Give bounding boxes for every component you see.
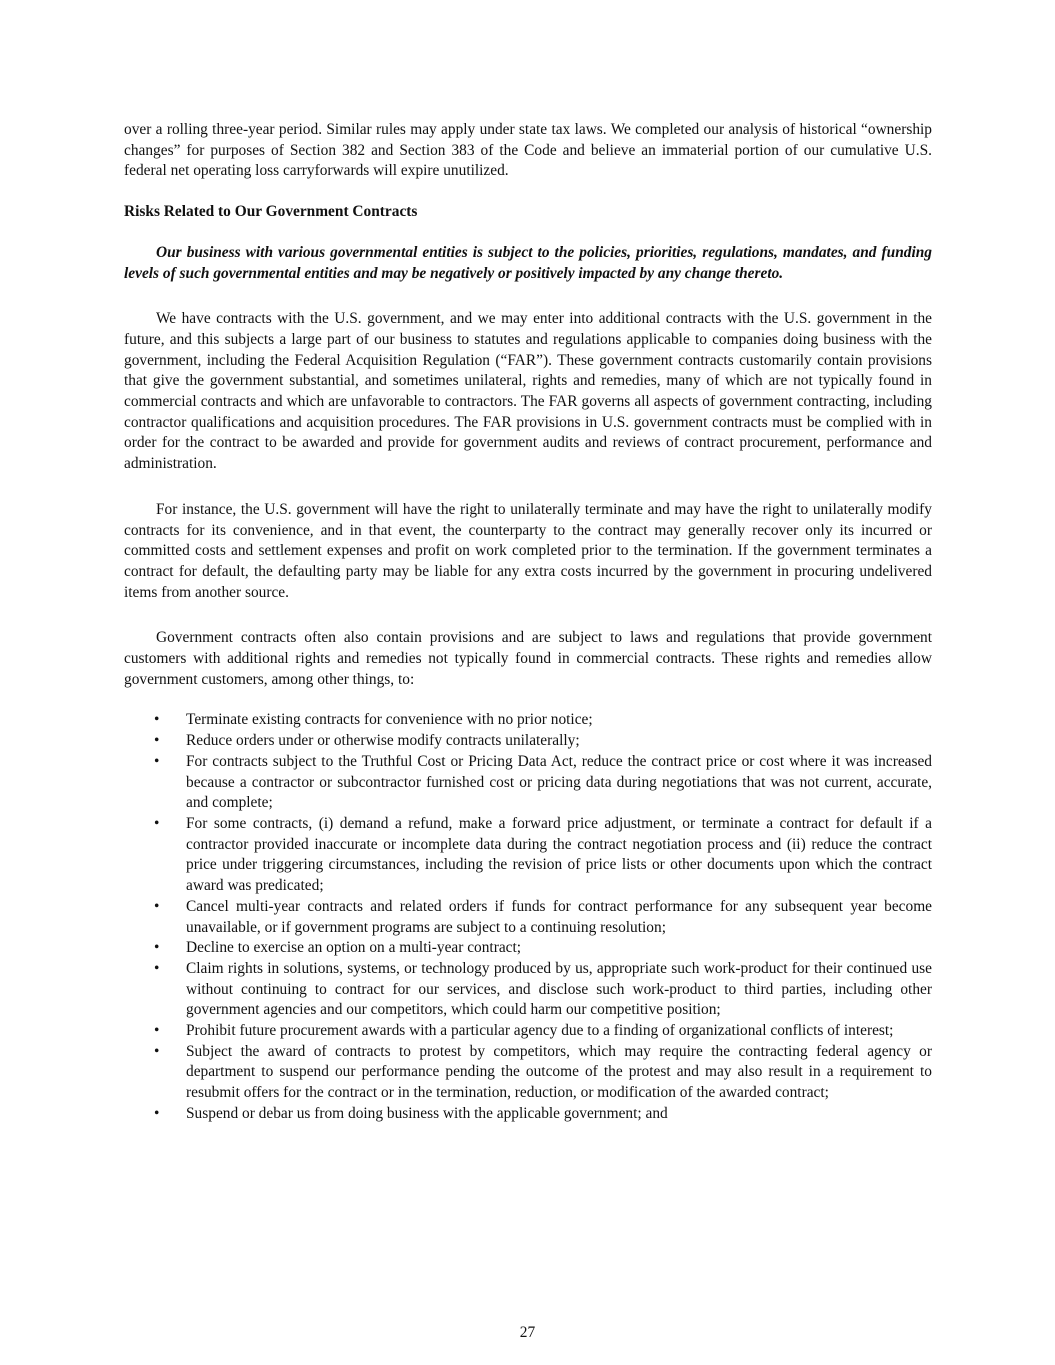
- intro-paragraph: over a rolling three-year period. Similar rules may apply under state tax laws. We completed our analysis of historical “ownership changes” for purposes of Section 382 and Section 383 of the Code and believe an immaterial portion of our cumulative U.S. federal net operating loss carryforwards will expire unutilized.: [124, 121, 932, 180]
- bullet-icon: •: [154, 1042, 160, 1060]
- list-item-text: Claim rights in solutions, systems, or technology produced by us, appropriate such work-product for their continued use without continuing to contract for our services, and disclose such work-product to third parties, including other government agencies and our competitors, which could harm our competitive position;: [186, 959, 932, 1019]
- list-item: [124, 1021, 932, 1042]
- page-number: 27: [519, 1324, 536, 1341]
- bullet-icon: •: [154, 732, 160, 750]
- list-item-text: For contracts subject to the Truthful Cost or Pricing Data Act, reduce the contract price or cost where it was increased because a contractor or subcontractor furnished cost or pricing data during negotiations that was not current, accurate, and complete;: [186, 752, 932, 812]
- bullet-icon: •: [154, 897, 160, 915]
- list-item: [124, 1104, 932, 1125]
- bullet-icon: •: [154, 752, 160, 770]
- bullet-icon: •: [154, 1104, 160, 1122]
- list-item: [124, 731, 932, 752]
- list-item: [124, 752, 932, 814]
- bullet-icon: •: [154, 959, 160, 977]
- list-item-text: Subject the award of contracts to protest by competitors, which may require the contracting federal agency or department to suspend our performance pending the outcome of the protest and may also result in a requirement to resubmit offers for the contract or in the termination, reduction, or modification of the awarded contract;: [186, 1042, 932, 1102]
- bullet-icon: •: [154, 939, 160, 957]
- list-item-text: Cancel multi-year contracts and related orders if funds for contract performance for any subsequent year become unavailable, or if government programs are subject to a continuing resolution;: [186, 897, 932, 936]
- list-item-text: Terminate existing contracts for convenience with no prior notice;: [186, 711, 593, 729]
- list-item: [124, 1042, 932, 1104]
- body-paragraph-contracts: We have contracts with the U.S. government, and we may enter into additional contracts with the U.S. government in the future, and this subjects a large part of our business to statutes and regulations applicable to companies doing business with the government, including the Federal Acquisition Regulation (“FAR”). These government contracts customarily contain provisions that give the government substantial, and sometimes unilateral, rights and remedies, many of which are not typically found in commercial contracts and which are unfavorable to contractors. The FAR governs all aspects of government contracting, including contractor qualifications and acquisition procedures. The FAR provisions in U.S. government contracts must be complied with in order for the contract to be awarded and provide for government audits and reviews of contract procurement, performance and administration.: [124, 310, 932, 473]
- list-item: [124, 814, 932, 897]
- list-item-text: For some contracts, (i) demand a refund, make a forward price adjustment, or terminate a contract for default if a contractor provided inaccurate or incomplete data during the contract negotiation process and (ii) reduce the contract price under triggering circumstances, including the revision of price lists or other documents upon which the contract award was predicated;: [186, 814, 932, 895]
- list-item: [124, 710, 932, 731]
- list-item: [124, 938, 932, 959]
- list-item-text: Reduce orders under or otherwise modify contracts unilaterally;: [186, 732, 580, 750]
- remedies-list: [124, 710, 932, 1124]
- section-heading: Risks Related to Our Government Contracts: [124, 203, 418, 221]
- list-item-text: Decline to exercise an option on a multi-year contract;: [186, 939, 522, 957]
- risk-factor-heading: Our business with various governmental entities is subject to the policies, priorities, regulations, mandates, and funding levels of such governmental entities and may be negatively or positively impacted by any change thereto.: [124, 243, 932, 282]
- list-item-text: Suspend or debar us from doing business with the applicable government; and: [186, 1104, 668, 1122]
- bullet-icon: •: [154, 711, 160, 729]
- body-paragraph-rights: Government contracts often also contain provisions and are subject to laws and regulations that provide government customers with additional rights and remedies not typically found in commercial contracts. These rights and remedies allow government customers, among other things, to:: [124, 629, 932, 688]
- bullet-icon: •: [154, 814, 160, 832]
- list-item: [124, 897, 932, 938]
- body-paragraph-termination: For instance, the U.S. government will have the right to unilaterally terminate and may have the right to unilaterally modify contracts for its convenience, and in that event, the counterparty to the contract may generally recover only its incurred or committed costs and settlement expenses and profit on work completed prior to the termination. If the government terminates a contract for default, the defaulting party may be liable for any extra costs incurred by the government in procuring undelivered items from another source.: [124, 500, 932, 601]
- list-item-text: Prohibit future procurement awards with a particular agency due to a finding of organizational conflicts of interest;: [186, 1022, 894, 1040]
- document-page: [124, 120, 932, 1125]
- bullet-icon: •: [154, 1022, 160, 1040]
- list-item: [124, 959, 932, 1021]
